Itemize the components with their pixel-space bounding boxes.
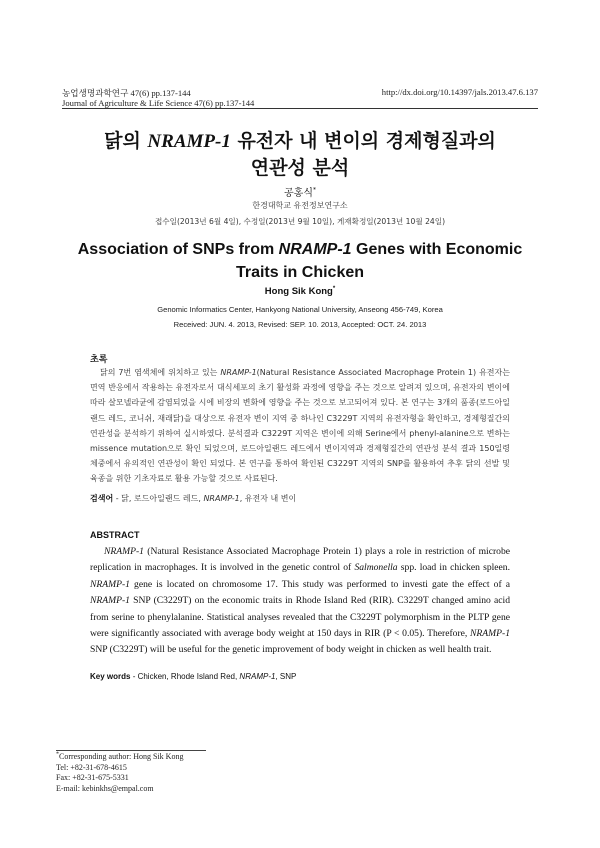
abstract-en-gene: NRAMP-1 xyxy=(104,546,144,557)
keywords-en-label: Key words xyxy=(90,672,131,681)
keywords-en-text: - Chicken, Rhode Island Red, xyxy=(130,672,240,681)
keywords-ko-gene: NRAMP-1 xyxy=(203,494,240,503)
title-ko-gene: NRAMP-1 xyxy=(147,131,231,152)
title-english xyxy=(60,238,540,284)
title-ko-part: 닭의 xyxy=(104,130,148,152)
title-ko-part: 유전자 내 변이의 경제형질과의 xyxy=(230,130,496,152)
footnote-mark: * xyxy=(56,751,59,758)
author-ko-mark: * xyxy=(312,186,316,194)
dates-english: Received: JUN. 4. 2013, Revised: SEP. 10. 2013, Accepted: OCT. 24. 2013 xyxy=(173,320,427,329)
footnote-corresponding-text: Corresponding author: Hong Sik Kong xyxy=(59,752,184,761)
doi-link[interactable]: http://dx.doi.org/10.14397/jals.2013.47.6.137 xyxy=(381,87,538,97)
title-en-line2: Traits in Chicken xyxy=(235,264,365,281)
title-en-gene: NRAMP-1 xyxy=(278,241,352,258)
author-en-name: Hong Sik Kong xyxy=(264,286,333,297)
abstract-korean xyxy=(90,365,510,487)
author-english xyxy=(0,286,600,297)
abstract-en-gene: NRAMP-1 xyxy=(90,595,130,607)
affiliation-korean: 한경대학교 유전정보연구소 xyxy=(252,201,348,210)
abstract-en-gene: NRAMP-1 xyxy=(470,628,510,640)
dates-korean: 접수일(2013년 6월 4일), 수정일(2013년 9월 10일), 게재확정일(2013년 10월 24일) xyxy=(154,217,446,226)
footnote-tel: Tel: +82-31-678-4615 xyxy=(56,762,127,772)
footnote-corresponding xyxy=(56,752,183,763)
keywords-ko-label: 검색어 xyxy=(90,494,114,503)
header-divider xyxy=(62,108,538,109)
title-korean xyxy=(60,128,540,181)
footnote-email[interactable]: E-mail: kebinkhs@empal.com xyxy=(56,783,154,793)
abstract-ko-gene: NRAMP-1 xyxy=(220,368,257,377)
abstract-ko-text: 닭의 7번 염색체에 위치하고 있는 xyxy=(100,368,221,377)
keywords-english xyxy=(90,672,296,681)
footnote-divider xyxy=(56,750,206,751)
abstract-en-text: SNP (C3229T) will be useful for the genetic improvement of body weight in chicken as well health trait. xyxy=(90,644,492,656)
author-en-mark: * xyxy=(332,285,336,292)
keywords-korean xyxy=(90,493,296,504)
title-en-part: Association of SNPs from xyxy=(77,241,279,258)
abstract-en-text: (Natural Resistance Associated Macrophage Protein 1) plays a role in restriction of microbe replication in macrophages. It is involved in the genetic control of xyxy=(90,546,510,574)
footnote xyxy=(56,752,183,794)
abstract-ko-heading: 초록 xyxy=(90,355,108,365)
journal-citation-ko: 농업생명과학연구 47(6) pp.137-144 xyxy=(62,88,191,98)
keywords-ko-text: , 유전자 내 변이 xyxy=(239,494,297,503)
abstract-ko-text: (Natural Resistance Associated Macrophage Protein 1) 유전자는 면역 반응에서 작용하는 유전자로서 대식세포의 초기 활성화 과정에 영향을 주는 것으로 알려져 있으며, 유전자의 변이에 따라 살모넬라균에 감염되었을 시에 비장의 변화에 영향을 주는 것으로 보고되어져 있다. 본 연구는 3개의 품종(로드아일랜드 레드, 코니쉬, 재래닭)을 대상으로 유전자 변이 지역 중 하나인 C3229T 지역의 유전자형을 확인하고, 경제형질간의 연관성을 분석하기 위하여 실시하였다. 분석결과 C3229T 지역은 변이에 의해 Serine에서 phenyl-alanine으로 변하는 missence mutation으로 확인 되었으며, 로드아일랜드 레드에서 변이지역과 경제형질간의 연관성 분석 결과 150일령 체중에서 유의적인 연관성이 확인 되었다. 본 연구를 통하여 확인된 C3229T 지역의 SNP를 활용하여 추후 닭의 선발 및 육종을 위한 기초자료로 활용 가능할 것으로 사료된다. xyxy=(90,368,510,484)
journal-citation-en: Journal of Agriculture & Life Science 47(6) pp.137-144 xyxy=(62,98,255,108)
abstract-english xyxy=(90,544,510,659)
footnote-fax: Fax: +82-31-675-5331 xyxy=(56,773,129,783)
abstract-en-text: spp. load in chicken spleen. xyxy=(397,562,510,574)
keywords-ko-text: - 닭, 로드아일랜드 레드, xyxy=(113,494,204,503)
abstract-en-gene: NRAMP-1 xyxy=(90,578,130,590)
title-ko-line2: 연관성 분석 xyxy=(250,157,350,179)
affiliation-english: Genomic Informatics Center, Hankyong National University, Anseong 456-749, Korea xyxy=(157,305,443,314)
abstract-en-organism: Salmonella xyxy=(354,562,398,574)
abstract-en-text: gene is located on chromosome 17. This study was performed to investi gate the effect of a xyxy=(129,578,510,590)
abstract-en-heading: ABSTRACT xyxy=(90,530,140,540)
abstract-en-text: SNP (C3229T) on the economic traits in Rhode Island Red (RIR). C3229T changed amino acid from serine to phenylalanine. Statistical analyses revealed that the C3229T polymorphism in the PLTP gene were significantly associated with average body weight at 150 days in RIR (P < 0.05). Therefore, xyxy=(90,595,510,640)
title-en-part: Genes with Economic xyxy=(351,241,523,258)
author-korean xyxy=(0,184,600,199)
keywords-en-text: , SNP xyxy=(275,672,297,681)
keywords-en-gene: NRAMP-1 xyxy=(239,672,276,681)
author-ko-name: 공홍식 xyxy=(284,188,313,199)
